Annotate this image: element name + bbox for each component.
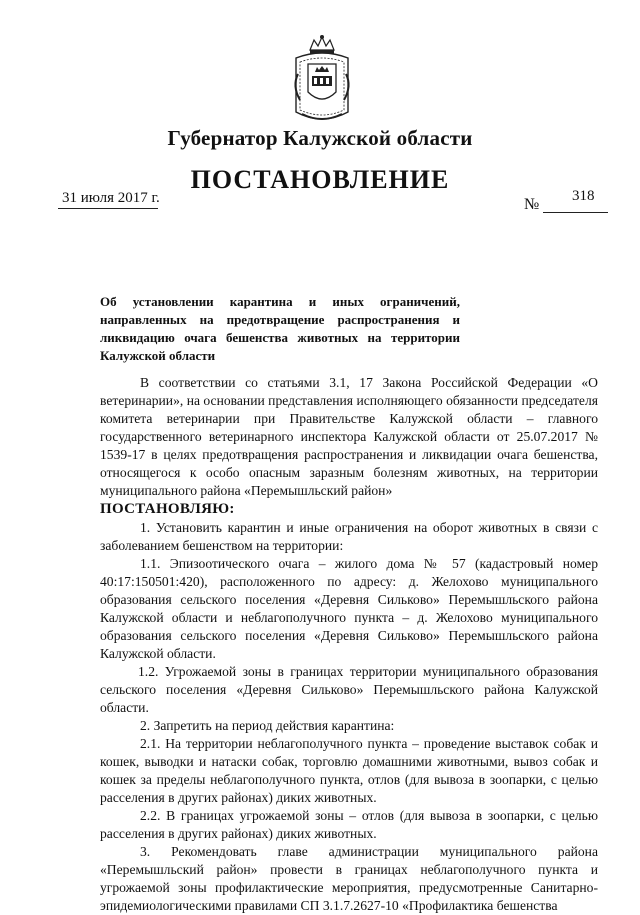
- clause-2-1: 2.1. На территории неблагополучного пункта – проведение выставок собак и кошек, выводки и натаски собак, торговлю домашними животными, вывоз собак и кошек за пределы неблагополучного пункта, отлов (для вывоза в зоопарки, с целью расселения в других районах) диких животных.: [100, 736, 598, 805]
- clause-1-1: 1.1. Эпизоотического очага – жилого дома № 57 (кадастровый номер 40:17:150501:420), расположенного по адресу: д. Желохово муниципального образования сельского поселения «Деревня Сильково» Перемышльского района Калужской области и неблагополучного пункта – д. Желохово муниципального образования сельского поселения «Деревня Сильково» Перемышльского района Калужской области.: [100, 556, 598, 661]
- document-date: 31 июля 2017 г.: [62, 190, 160, 206]
- clause-3: 3. Рекомендовать главе администрации муниципального района «Перемышльский район» провести в границах неблагополучного пункта и угрожаемой зоны профилактические мероприятия, предусмотренные Санитарно-эпидемиологическими правилами СП 3.1.7.2627-10 «Профилактика бешенства: [100, 844, 598, 913]
- document-number: 318: [572, 188, 595, 204]
- document-body: [100, 374, 598, 915]
- number-label: №: [524, 196, 540, 213]
- document-subject: Об установлении карантина и иных ограничений, направленных на предотвращение распространения и ликвидацию очага бешенства животных на территории Калужской области: [100, 294, 460, 363]
- document-type-title: ПОСТАНОВЛЕНИЕ: [190, 165, 450, 194]
- date-underline: [58, 208, 158, 209]
- decree-word: ПОСТАНОВЛЯЮ:: [100, 501, 235, 517]
- clause-2-2: 2.2. В границах угрожаемой зоны – отлов (для вывоза в зоопарки, с целью расселения в других районах) диких животных.: [100, 808, 598, 841]
- clause-1: 1. Установить карантин и иные ограничения на оборот животных в связи с заболеванием бешенством на территории:: [100, 520, 598, 553]
- governor-title: Губернатор Калужской области: [167, 126, 473, 150]
- clause-2: 2. Запретить на период действия карантина:: [140, 718, 395, 733]
- intro-paragraph: В соответствии со статьями 3.1, 17 Закона Российской Федерации «О ветеринарии», на основании представления исполняющего обязанности председателя комитета ветеринарии при Правительстве Калужской области – главного государственного ветеринарного инспектора Калужской области от 25.07.2017 № 1539-17 в целях предотвращения распространения и ликвидации очага бешенства, относящегося к особо опасным заразным болезням животных, на территории муниципального района «Перемышльский район»: [100, 375, 598, 498]
- kaluga-coat-of-arms-icon: [288, 34, 356, 126]
- clause-1-2: 1.2. Угрожаемой зоны в границах территории муниципального образования сельского поселения «Деревня Сильково» Перемышльского района Калужской области.: [100, 664, 598, 715]
- number-underline: [543, 212, 608, 213]
